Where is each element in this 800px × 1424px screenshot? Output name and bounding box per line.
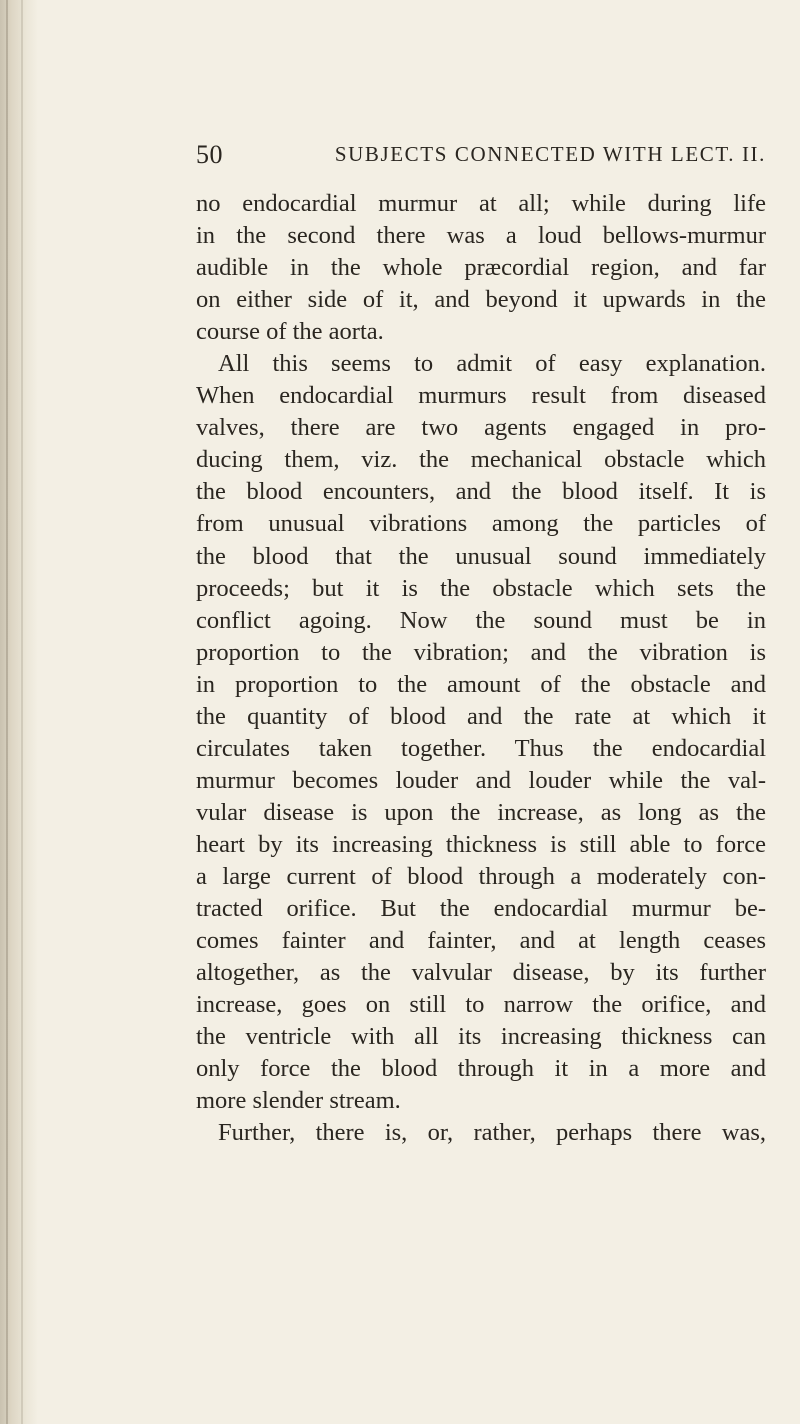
text-line: increase, goes on still to narrow the orifice, and	[196, 991, 766, 1019]
text-line: All this seems to admit of easy explanation.	[218, 350, 766, 378]
text-line: in the second there was a loud bellows-murmur	[196, 222, 766, 250]
text-line: heart by its increasing thickness is still able to force	[196, 830, 766, 858]
text-line: no endocardial murmur at all; while during life	[196, 190, 766, 217]
text-line: comes fainter and fainter, and at length ceases	[196, 927, 766, 955]
text-line: proportion to the vibration; and the vibration is	[196, 638, 766, 666]
page-header	[196, 140, 766, 174]
text-line: the quantity of blood and the rate at which it	[196, 702, 766, 730]
text-line: vular disease is upon the increase, as long as the	[196, 798, 766, 826]
text-line: murmur becomes louder and louder while the val-	[196, 766, 766, 794]
text-line: more slender stream.	[196, 1087, 401, 1115]
body-text	[196, 188, 766, 1149]
text-line: from unusual vibrations among the particles of	[196, 510, 766, 538]
text-line: the ventricle with all its increasing thickness can	[196, 1023, 766, 1051]
running-head: SUBJECTS CONNECTED WITH LECT. II.	[334, 142, 766, 166]
text-line: the blood that the unusual sound immediately	[196, 542, 766, 570]
binding-edge	[6, 0, 8, 1424]
text-line: audible in the whole præcordial region, and far	[196, 254, 766, 282]
text-line: the blood encounters, and the blood itself. It is	[196, 478, 766, 506]
text-line: course of the aorta.	[196, 318, 384, 346]
binding-edge	[21, 0, 23, 1424]
text-line: a large current of blood through a moderately con-	[196, 862, 766, 890]
text-line: conflict agoing. Now the sound must be in	[196, 606, 766, 634]
text-line: on either side of it, and beyond it upwards in the	[196, 286, 766, 314]
text-line: When endocardial murmurs result from diseased	[196, 382, 766, 410]
text-line: Further, there is, or, rather, perhaps there was,	[218, 1119, 766, 1147]
page-number: 50	[196, 140, 223, 169]
text-line: proceeds; but it is the obstacle which sets the	[196, 574, 766, 602]
text-line: valves, there are two agents engaged in pro-	[196, 414, 766, 442]
text-line: only force the blood through it in a more and	[196, 1055, 766, 1083]
text-line: ducing them, viz. the mechanical obstacle which	[196, 446, 766, 474]
text-line: circulates taken together. Thus the endocardial	[196, 734, 766, 762]
text-line: tracted orifice. But the endocardial murmur be-	[196, 895, 766, 923]
text-line: in proportion to the amount of the obstacle and	[196, 670, 766, 698]
text-line: altogether, as the valvular disease, by its further	[196, 959, 766, 987]
